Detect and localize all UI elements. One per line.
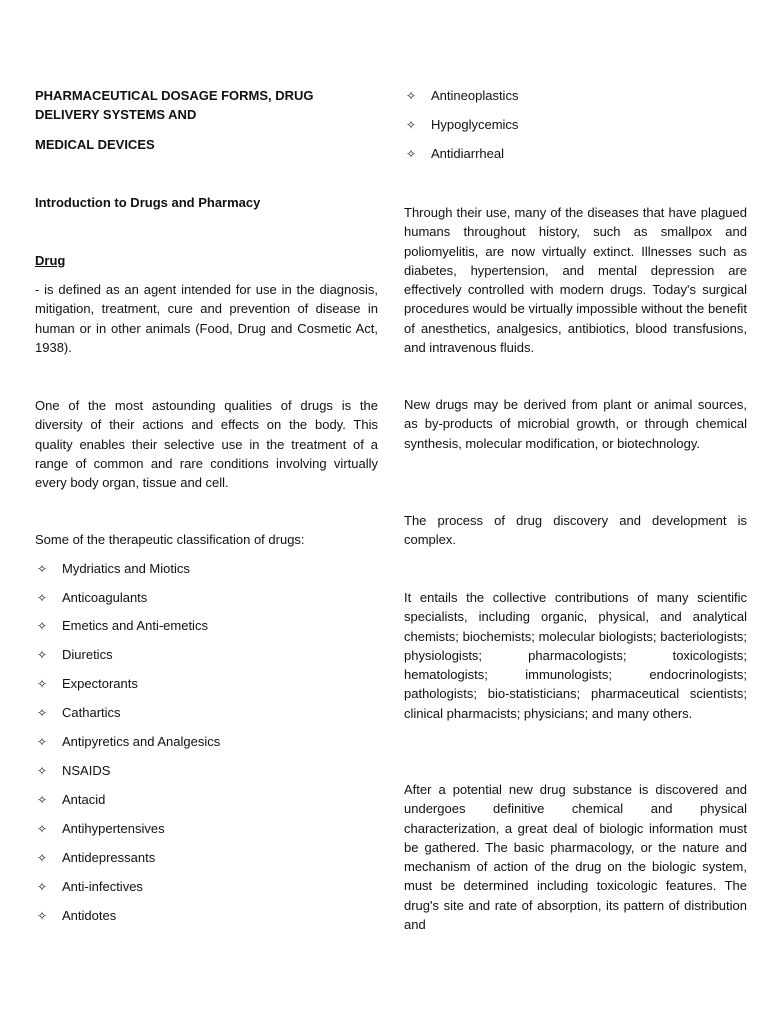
list-item-label: Emetics and Anti-emetics [62,618,208,633]
list-item [35,703,378,723]
list-item [35,732,378,752]
bullet-star-icon: ✧ [36,648,48,662]
list-item-label: Antidepressants [62,850,156,865]
list-item [35,877,378,897]
classification-intro: Some of the therapeutic classification of drugs: [35,532,305,547]
bullet-star-icon: ✧ [36,793,48,807]
list-item-label: Antipyretics and Analgesics [62,734,221,749]
list-item [35,645,378,665]
new-drugs-paragraph: New drugs may be derived from plant or animal sources, as by-products of microbial growth, or through chemical synthesis, molecular modification, or biotechnology. [404,397,747,451]
list-item-label: NSAIDS [62,763,111,778]
bullet-star-icon: ✧ [405,118,417,132]
list-item-label: Cathartics [62,705,121,720]
list-item-label: Anti-infectives [62,879,143,894]
bullet-star-icon: ✧ [36,619,48,633]
list-item-label: Antineoplastics [431,88,519,103]
list-item [35,790,378,810]
list-item-label: Antidotes [62,908,117,923]
list-item [35,761,378,781]
list-item-label: Antihypertensives [62,821,165,836]
document-title [35,86,378,154]
specialists-paragraph: It entails the collective contributions of many scientific specialists, including organic, physical, and analytical chemists; biochemists; molecular biologists; bacteriologists; physiologists; pharmacologists; toxicologists; hematologists; immunologists; endocrinologists; pathologists; bio-statisticians; pharmaceutical scientists; clinical pharmacists; physicians; and many others. [404,590,747,721]
bullet-star-icon: ✧ [36,677,48,691]
drug-definition-paragraph: - is defined as an agent intended for use in the diagnosis, mitigation, treatment, cure and prevention of disease in human or in other animals (Food, Drug and Cosmetic Act, 1938). [35,282,378,355]
list-item [35,819,378,839]
list-item-label: Hypoglycemics [431,117,519,132]
list-item [35,559,378,579]
list-item [35,616,378,636]
list-item-label: Diuretics [62,647,113,662]
drug-term-heading: Drug [35,253,66,268]
diseases-paragraph: Through their use, many of the diseases that have plagued humans throughout history, such as smallpox and poliomyelitis, are now virtually extinct. Illnesses such as diabetes, hypertension, and mental depression are effectively controlled with modern drugs. Today's surgical procedures would be virtually impossible without the benefit of anesthetics, analgesics, antibiotics, blood transfusions, and intravenous fluids. [404,205,747,356]
drug-discovery-paragraph: The process of drug discovery and development is complex. [404,513,747,548]
document-title-line-1: PHARMACEUTICAL DOSAGE FORMS, DRUG DELIVERY SYSTEMS AND [35,88,314,123]
list-item [404,144,747,164]
bullet-star-icon: ✧ [36,880,48,894]
bullet-star-icon: ✧ [36,822,48,836]
list-item-label: Expectorants [62,676,138,691]
list-item [404,86,747,106]
drug-qualities-paragraph: One of the most astounding qualities of drugs is the diversity of their actions and effects on the body. This quality enables their selective use in the treatment of a range of common and rare conditions involving virtually every body organ, tissue and cell. [35,398,378,491]
bullet-star-icon: ✧ [405,147,417,161]
section-heading: Introduction to Drugs and Pharmacy [35,195,261,210]
bullet-star-icon: ✧ [36,909,48,923]
characterization-paragraph: After a potential new drug substance is discovered and undergoes definitive chemical and physical characterization, a great deal of biologic information must be gathered. The basic pharmacology, or the nature and mechanism of action of the drug on the biologic system, must be determined including toxicologic features. The drug's site and rate of absorption, its pattern of distribution and [404,782,747,933]
list-item-label: Anticoagulants [62,590,148,605]
bullet-star-icon: ✧ [36,562,48,576]
document-title-line-2: MEDICAL DEVICES [35,136,155,152]
list-item [404,115,747,135]
bullet-star-icon: ✧ [36,591,48,605]
list-item [35,588,378,608]
bullet-star-icon: ✧ [405,89,417,103]
list-item [35,848,378,868]
bullet-star-icon: ✧ [36,851,48,865]
bullet-star-icon: ✧ [36,764,48,778]
list-item-label: Antacid [62,792,106,807]
list-item [35,906,378,926]
list-item-label: Antidiarrheal [431,146,504,161]
bullet-star-icon: ✧ [36,706,48,720]
list-item-label: Mydriatics and Miotics [62,561,190,576]
bullet-star-icon: ✧ [36,735,48,749]
list-item [35,674,378,694]
